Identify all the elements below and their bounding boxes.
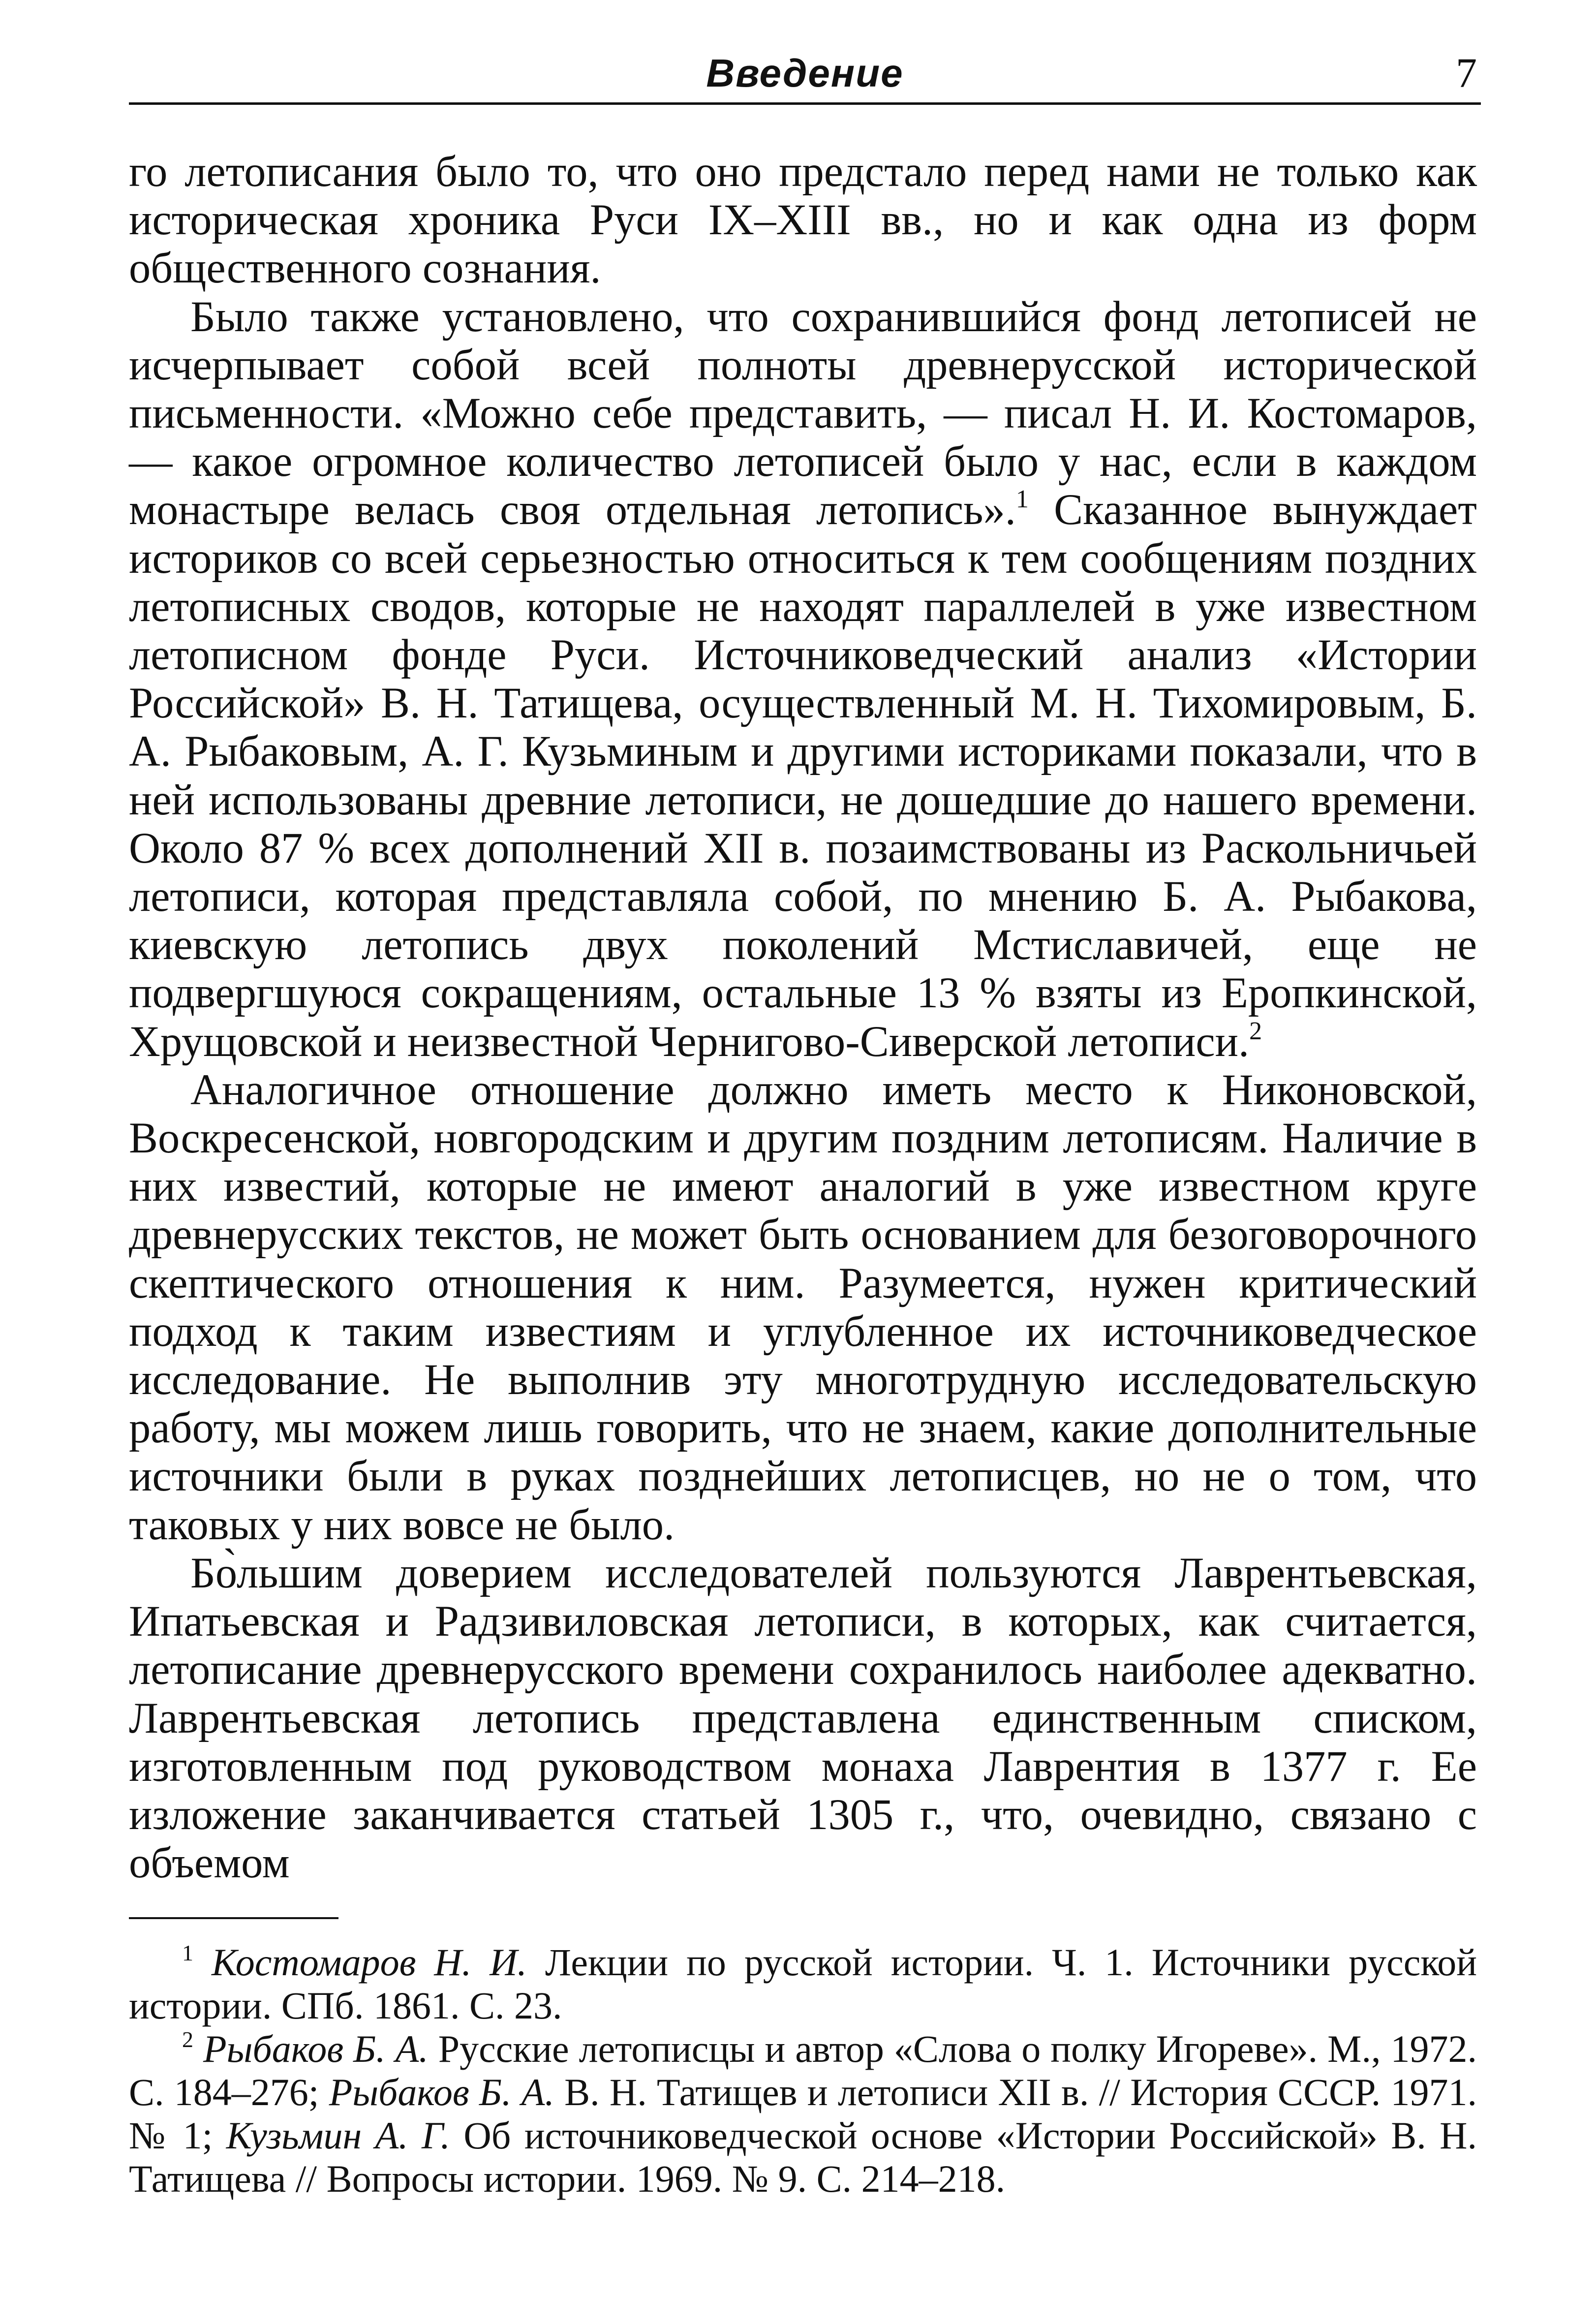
footnotes (129, 1941, 1477, 2201)
footnote-divider (129, 1917, 338, 1919)
footnote-2-author-2: Рыбаков Б. А. (329, 2071, 554, 2113)
running-head (129, 49, 1481, 105)
footnote-2-mark: 2 (182, 2027, 193, 2052)
footnote-1 (129, 1941, 1477, 2027)
footnote-1-author: Костомаров Н. И. (211, 1941, 527, 1984)
paragraph-2 (129, 293, 1477, 1066)
footnote-2-text-2: В. Н. Татищев и летописи XII в. // История СССР. 1971. № 1; (129, 2071, 1477, 2157)
footnote-2 (129, 2027, 1477, 2201)
footnote-ref-1[interactable]: 1 (1015, 485, 1029, 514)
footnote-2-text-3: Об источниковедческой основе «Истории Российской» В. Н. Татищева // Вопросы истории. 1969. № 9. С. 214–218. (129, 2114, 1477, 2200)
footnote-1-mark: 1 (182, 1940, 193, 1965)
paragraph-3: Аналогичное отношение должно иметь место к Никоновской, Воскресенской, новгородским и другим поздним летописям. Наличие в них известий, которые не имеют аналогий в уже известном круге древнерусских текстов, не может быть основанием для безоговорочного скептического отношения к ним. Разумеется, нужен критический подход к таким известиям и углубленное их источниковедческое исследование. Не выполнив эту многотрудную исследовательскую работу, мы можем лишь говорить, что не знаем, какие дополнительные источники были в руках позднейших летописцев, но не о том, что таковых у них вовсе не было. (129, 1065, 1477, 1549)
paragraph-2-text-b: Сказанное вынуждает историков со всей серьезностью относиться к тем сообщениям поздних летописных сводов, которые не находят параллелей в уже известном летописном фонде Руси. Источниковедческий анализ «Истории Российской» В. Н. Татищева, осуществленный М. Н. Тихомировым, Б. А. Рыбаковым, А. Г. Кузьминым и другими историками показали, что в ней использованы древние летописи, не дошедшие до нашего времени. Около 87 % всех дополнений XII в. позаимствованы из Раскольничьей летописи, которая представляла собой, по мнению Б. А. Рыбакова, киевскую летопись двух поколений Мстиславичей, еще не подвергшуюся сокращениям, остальные 13 % взяты из Еропкинской, Хрущовской и неизвестной Чернигово-Сиверской летописи. (129, 486, 1477, 1066)
main-text (129, 148, 1477, 1887)
footnote-2-author-1: Рыбаков Б. А. (203, 2027, 429, 2070)
footnote-2-author-3: Кузьмин А. Г. (226, 2114, 451, 2157)
footnote-2-text-1: Русские летописцы и автор «Слова о полку Игореве». М., 1972. С. 184–276; (129, 2027, 1477, 2113)
paragraph-4: Бо̀льшим доверием исследователей пользуются Лаврентьевская, Ипатьевская и Радзивиловская летописи, в которых, как считается, летописание древнерусского времени сохранилось наиболее адекватно. Лаврентьевская летопись представлена единственным списком, изготовленным под руководством монаха Лаврентия в 1377 г. Ее изложение заканчивается статьей 1305 г., что, очевидно, связано с объемом (129, 1549, 1477, 1888)
running-title: Введение (706, 51, 904, 95)
paragraph-2-text-a: Было также установлено, что сохранившийся фонд летописей не исчерпывает собой всей полноты древнерусской исторической письменности. «Можно себе представить, — писал Н. И. Костомаров, — какое огромное количество летописей было у нас, если в каждом монастыре велась своя отдельная летопись». (129, 292, 1477, 534)
page-number: 7 (1456, 49, 1477, 96)
footnote-1-text: Лекции по русской истории. Ч. 1. Источники русской истории. СПб. 1861. С. 23. (129, 1941, 1477, 2027)
paragraph-1: го летописания было то, что оно предстало перед нами не только как историческая хроника Руси IX–XIII вв., но и как одна из форм общественного сознания. (129, 148, 1477, 293)
footnote-ref-2[interactable]: 2 (1249, 1017, 1262, 1045)
